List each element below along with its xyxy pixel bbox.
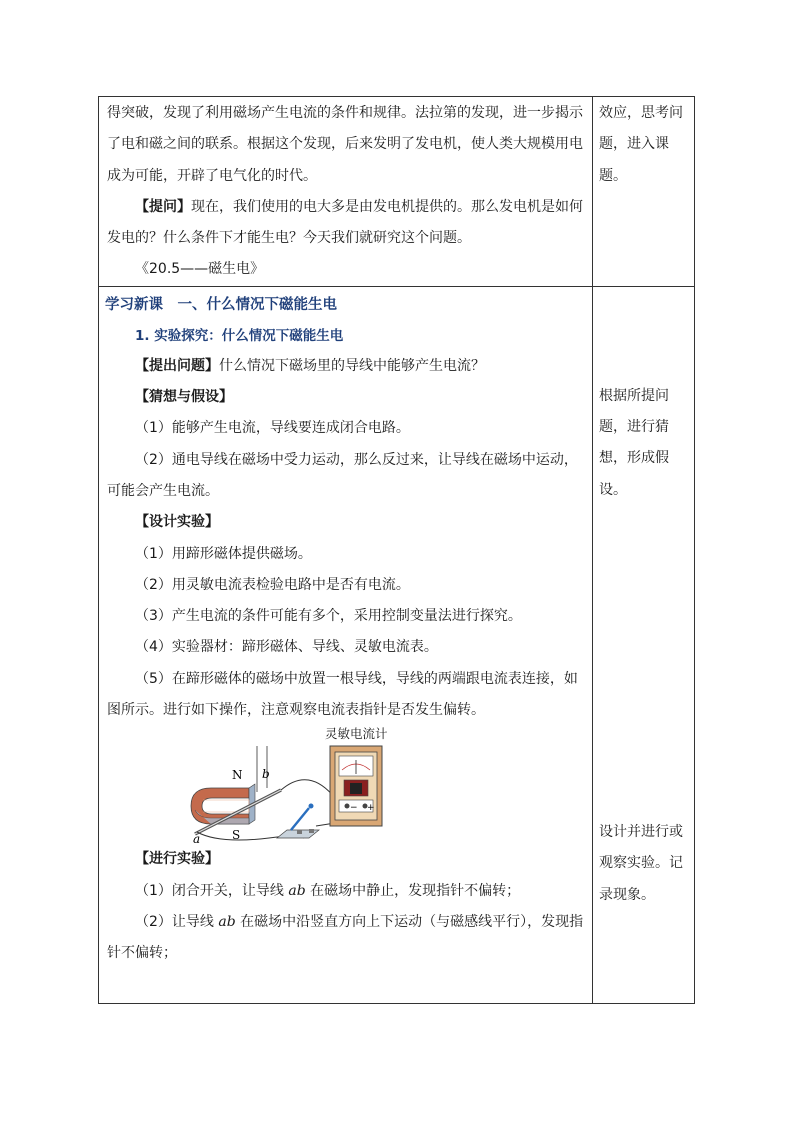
- design-item: （1）用蹄形磁体提供磁场。: [135, 545, 312, 562]
- question-paragraph: [99, 192, 592, 223]
- experiment-subheading: 1. 实验探究：什么情况下磁能生电: [135, 327, 344, 344]
- conduct-text: 在磁场中沿竖直方向上下运动（与磁感线平行），发现指: [235, 913, 584, 930]
- side-note-line: 题，进入课: [599, 136, 669, 153]
- conduct-tag: 【进行实验】: [135, 851, 219, 868]
- side-note-line: 想，形成假: [599, 450, 669, 467]
- design-item: （2）用灵敏电流表检验电路中是否有电流。: [135, 576, 410, 593]
- side-note-line: 观察实验。记: [599, 855, 683, 872]
- hypothesis-tag: 【猜想与假设】: [135, 389, 233, 406]
- magnet-s-label: S: [232, 828, 241, 843]
- design-item-continued: 图所示。进行如下操作，注意观察电流表指针是否发生偏转。: [107, 702, 485, 719]
- hypothesis-item: （2）通电导线在磁场中受力运动，那么反过来，让导线在磁场中运动，: [135, 451, 578, 468]
- question-tag: 【提问】: [135, 198, 191, 215]
- design-item: （5）在蹄形磁体的磁场中放置一根导线，导线的两端跟电流表连接，如: [135, 670, 578, 687]
- conduct-text: （2）让导线: [135, 913, 219, 930]
- design-item: （3）产生电流的条件可能有多个，采用控制变量法进行探究。: [135, 608, 522, 625]
- new-lesson-row: [99, 286, 695, 1003]
- conduct-item-continued: 针不偏转；: [107, 945, 177, 962]
- question-text: 现在，我们使用的电大多是由发电机提供的。那么发电机是如何: [191, 198, 583, 215]
- switch: [277, 804, 319, 839]
- conductor-name: ab: [288, 882, 306, 899]
- question-continued: 发电的？什么条件下才能生电？今天我们就研究这个问题。: [107, 230, 471, 247]
- galvanometer-label: 灵敏电流计: [325, 726, 388, 742]
- intro-line: 得突破，发现了利用磁场产生电流的条件和规律。法拉第的发现，进一步揭示: [107, 105, 583, 121]
- lesson-title: 《20.5——磁生电》: [135, 261, 265, 278]
- section-heading: 学习新课 一、什么情况下磁能生电: [105, 296, 337, 313]
- intro-content-cell: [99, 97, 593, 287]
- terminal-plus-label: +: [367, 803, 375, 814]
- intro-row: [99, 97, 695, 287]
- point-b-label: b: [262, 767, 270, 782]
- intro-line: 了电和磁之间的联系。根据这个发现，后来发明了发电机，使人类大规模用电: [107, 136, 583, 153]
- magnet-n-label: N: [232, 768, 243, 783]
- raise-question-text: 什么情况下磁场里的导线中能够产生电流？: [219, 357, 485, 374]
- design-item: （4）实验器材：蹄形磁体、导线、灵敏电流表。: [135, 639, 438, 656]
- intro-side-cell: [593, 97, 695, 287]
- experiment-figure: [99, 726, 592, 844]
- side-note-line: 题，进行猜: [599, 419, 669, 436]
- side-note-line: 题。: [599, 167, 627, 184]
- raise-question-tag: 【提出问题】: [135, 357, 219, 374]
- side-note-line: 设。: [599, 481, 627, 498]
- hypothesis-item: （1）能够产生电流，导线要连成闭合电路。: [135, 420, 410, 437]
- side-note-line: 设计并进行或: [599, 823, 683, 840]
- experiment-diagram: [99, 726, 592, 844]
- conduct-text: （1）闭合开关，让导线: [135, 882, 289, 899]
- raise-question-paragraph: [99, 351, 592, 382]
- conductor-name: ab: [218, 913, 236, 930]
- conduct-item: [99, 907, 592, 938]
- new-lesson-side-cell: [593, 286, 695, 1003]
- point-a-label: a: [193, 832, 201, 845]
- design-tag: 【设计实验】: [135, 514, 219, 531]
- conduct-text: 在磁场中静止，发现指针不偏转；: [305, 882, 521, 899]
- conduct-item: [99, 876, 592, 907]
- side-note-line: 效应，思考问: [599, 105, 683, 121]
- terminal-minus-label: −: [350, 803, 358, 814]
- hypothesis-item-continued: 可能会产生电流。: [107, 482, 219, 499]
- side-note-line: 录现象。: [599, 886, 655, 903]
- intro-line: 成为可能，开辟了电气化的时代。: [107, 167, 317, 184]
- side-note-line: 根据所提问: [599, 387, 669, 404]
- new-lesson-content-cell: [99, 286, 593, 1003]
- lesson-plan-table: [98, 96, 695, 1004]
- galvanometer: [330, 746, 382, 826]
